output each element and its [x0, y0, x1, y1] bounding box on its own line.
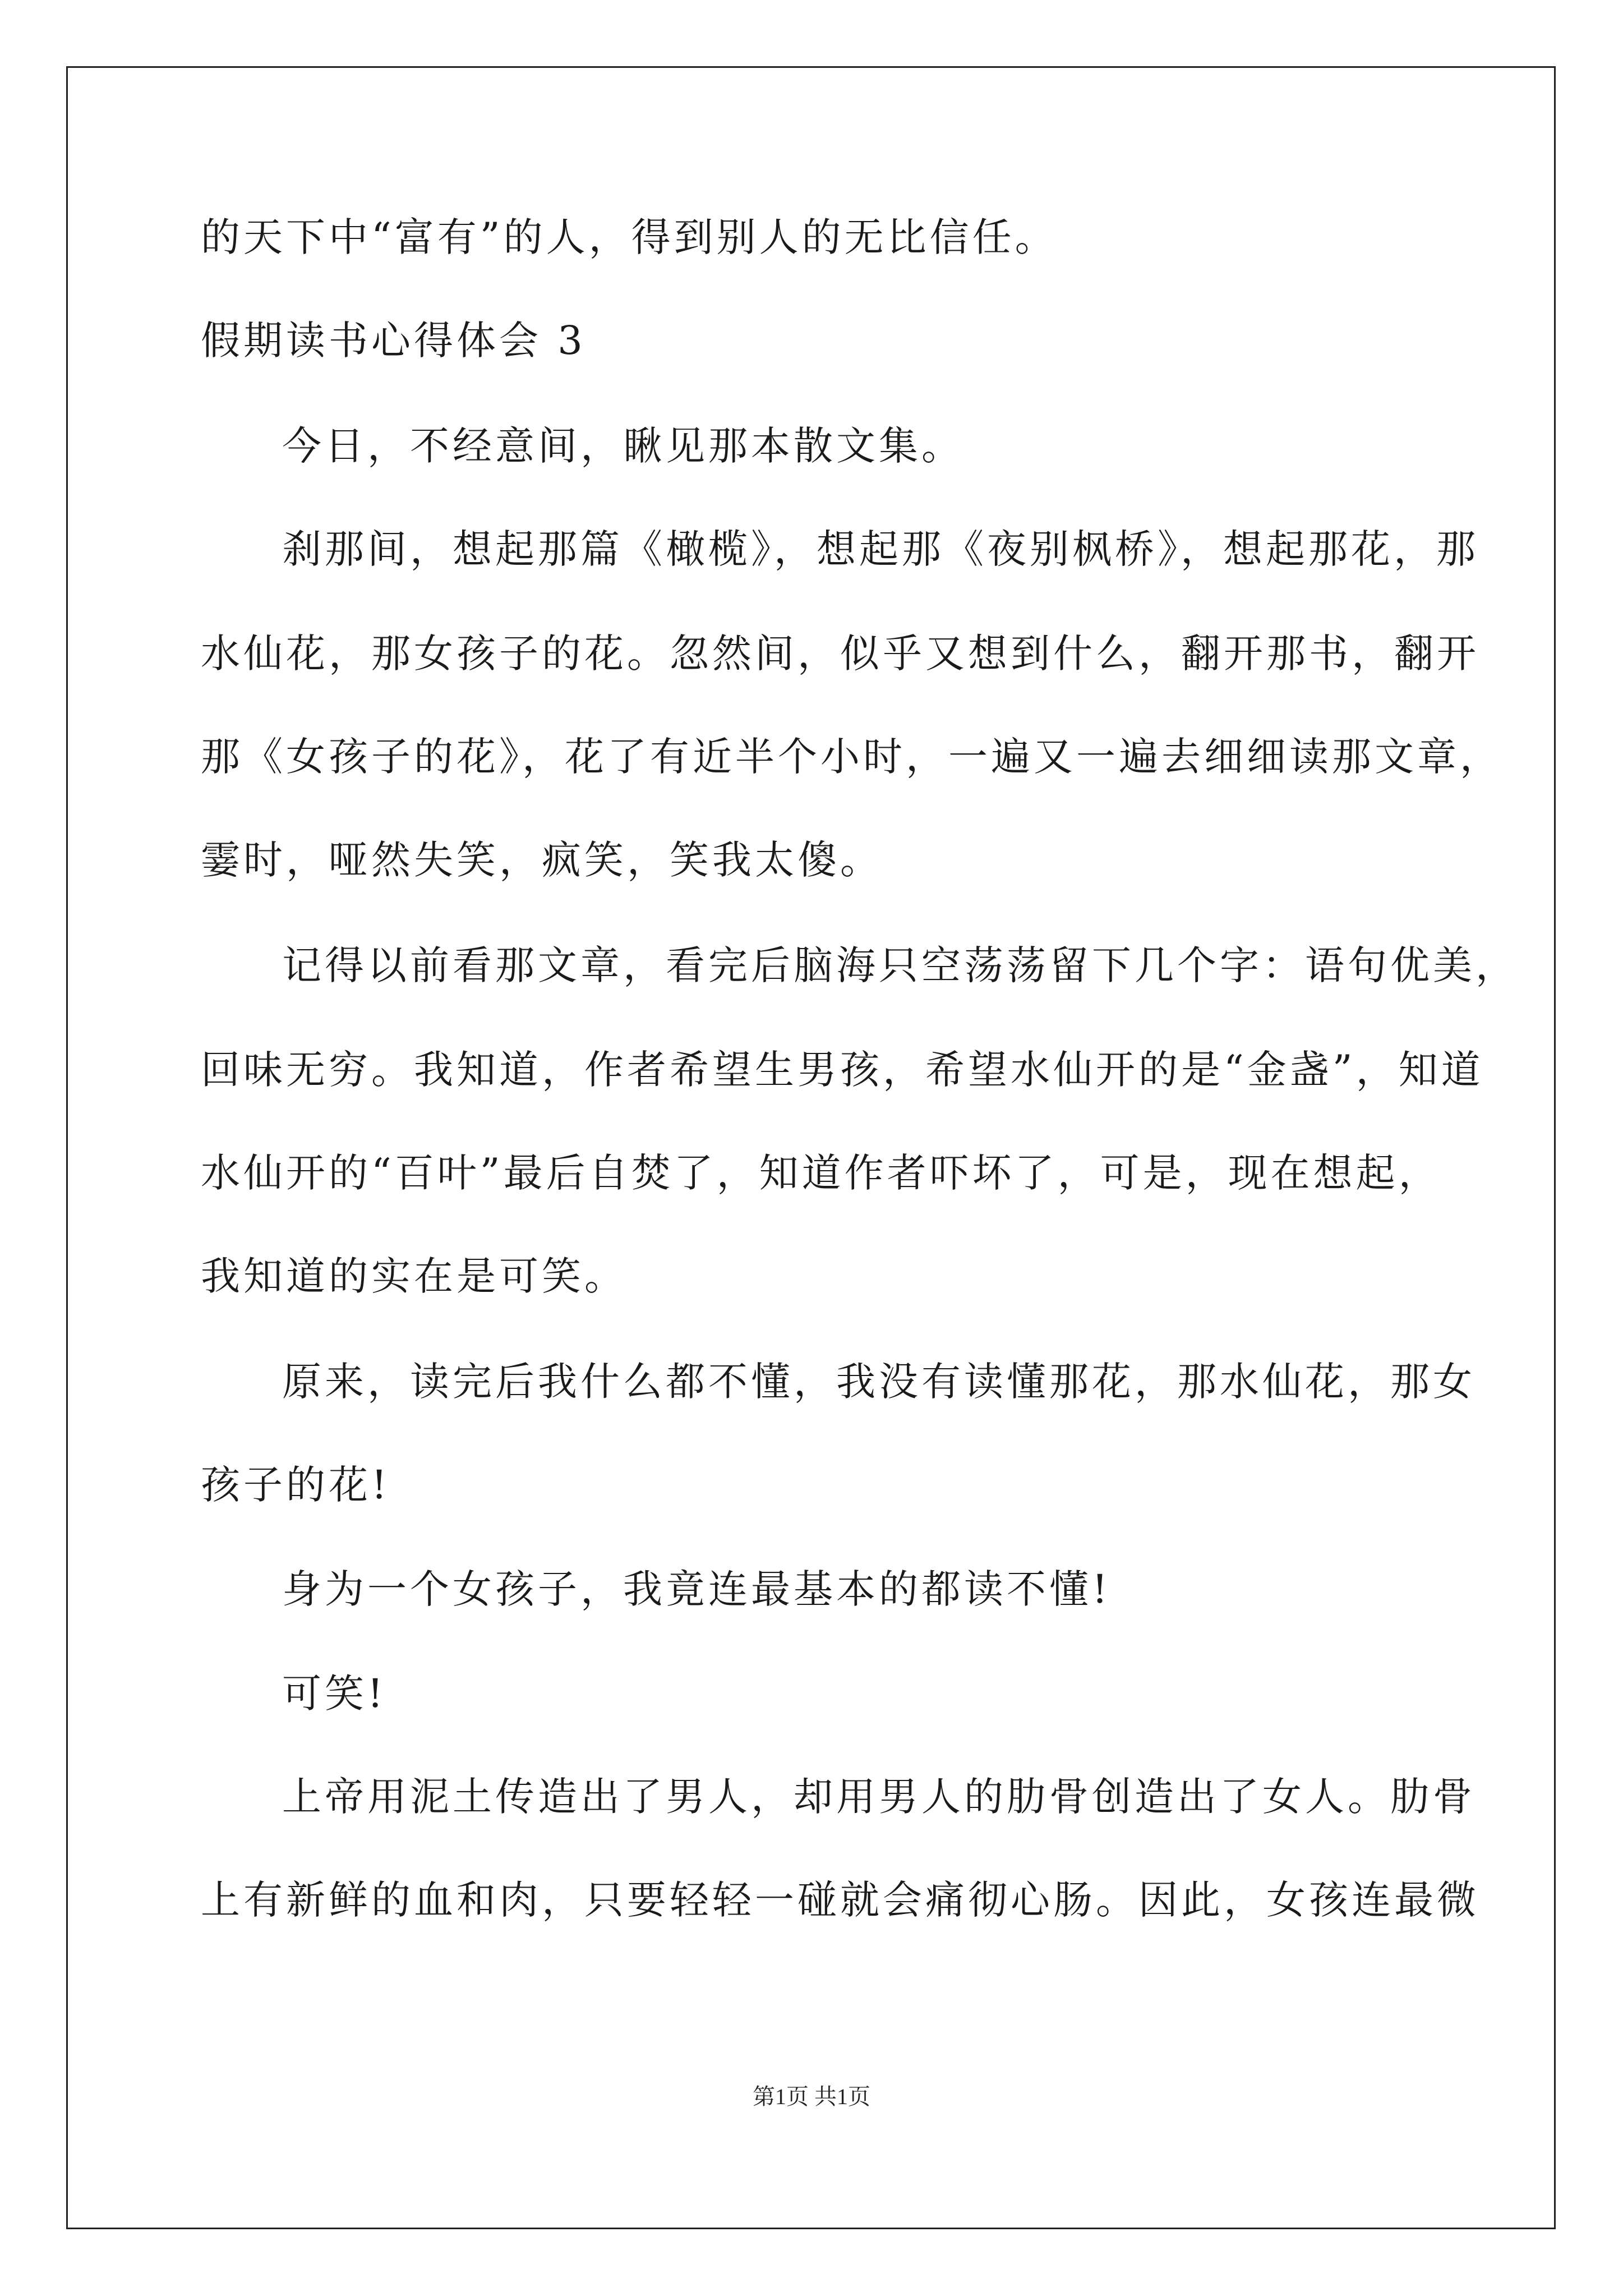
- paragraph-line: 那《女孩子的花》，花了有近半个小时，一遍又一遍去细细读那文章，: [201, 734, 1502, 780]
- paragraph-line: 刹那间，想起那篇《橄榄》，想起那《夜别枫桥》，想起那花，那: [282, 526, 1479, 572]
- paragraph-line: 原来，读完后我什么都不懂，我没有读懂那花，那水仙花，那女: [282, 1359, 1476, 1405]
- paragraph-line: 水仙开的“百叶”最后自焚了，知道作者吓坏了，可是，现在想起，: [201, 1150, 1441, 1196]
- page-footer: 第1页 共1页: [753, 2084, 870, 2109]
- paragraph-line: 回味无穷。我知道，作者希望生男孩，希望水仙开的是“金盏”，知道: [201, 1047, 1484, 1093]
- paragraph-line: 记得以前看那文章，看完后脑海只空荡荡留下几个字：语句优美，: [282, 942, 1518, 988]
- paragraph-line: 今日，不经意间，瞅见那本散文集。: [282, 423, 964, 469]
- paragraph-line: 霎时，哑然失笑，疯笑，笑我太傻。: [201, 837, 883, 883]
- paragraph-line: 孩子的花!: [201, 1462, 391, 1508]
- paragraph-line: 上有新鲜的血和肉，只要轻轻一碰就会痛彻心肠。因此，女孩连最微: [201, 1877, 1479, 1923]
- paragraph-line: 我知道的实在是可笑。: [201, 1253, 627, 1299]
- paragraph-line: 可笑!: [282, 1671, 387, 1717]
- paragraph-line: 上帝用泥土传造出了男人，却用男人的肋骨创造出了女人。肋骨: [282, 1774, 1476, 1820]
- paragraph-line: 身为一个女孩子，我竟连最基本的都读不懂!: [282, 1566, 1112, 1612]
- paragraph-line: 的天下中“富有”的人，得到别人的无比信任。: [201, 214, 1058, 260]
- paragraph-line: 水仙花，那女孩子的花。忽然间，似乎又想到什么，翻开那书，翻开: [201, 631, 1479, 677]
- section-heading: 假期读书心得体会 3: [201, 318, 586, 364]
